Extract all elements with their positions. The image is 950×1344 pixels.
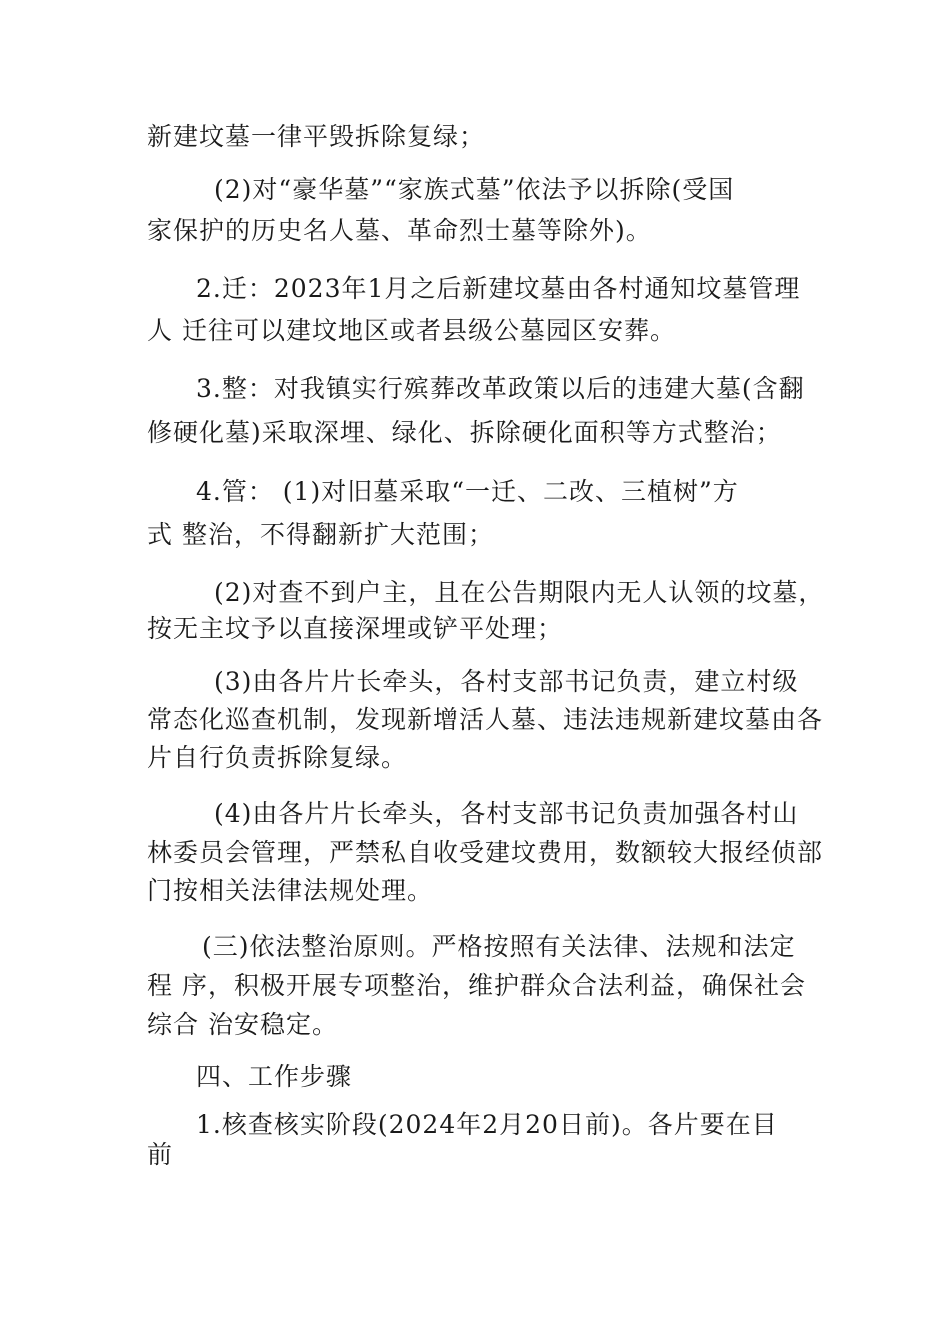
text-line: 2.迁：2023年1月之后新建坟墓由各村通知坟墓管理 <box>196 274 801 303</box>
text-line: 4.管： (1)对旧墓采取“一迁、二改、三植树”方 <box>196 477 739 506</box>
text-line: 林委员会管理，严禁私自收受建坟费用，数额较大报经侦部 <box>147 838 824 867</box>
text-line: 综合 治安稳定。 <box>147 1010 338 1039</box>
text-line: 按无主坟予以直接深埋或铲平处理； <box>147 614 564 643</box>
text-line: (2)对查不到户主，且在公告期限内无人认领的坟墓， <box>214 578 825 607</box>
text-line: 新建坟墓一律平毁拆除复绿； <box>147 122 486 151</box>
text-line: 门按相关法律法规处理。 <box>147 876 434 905</box>
text-line: 片自行负责拆除复绿。 <box>147 743 408 772</box>
text-line: 前 <box>147 1140 174 1169</box>
text-line: (3)由各片片长牵头，各村支部书记负责，建立村级 <box>214 667 799 696</box>
section-heading: 四、工作步骤 <box>196 1062 353 1091</box>
text-line: (4)由各片片长牵头，各村支部书记负责加强各村山 <box>214 799 799 828</box>
text-line: 程 序，积极开展专项整治，维护群众合法利益，确保社会 <box>147 971 806 1000</box>
text-line: (三)依法整治原则。严格按照有关法律、法规和法定 <box>202 932 796 961</box>
text-line: 式 整治，不得翻新扩大范围； <box>147 520 494 549</box>
text-line: (2)对“豪华墓”“家族式墓”依法予以拆除(受国 <box>214 175 735 204</box>
text-line: 家保护的历史名人墓、革命烈士墓等除外)。 <box>147 216 652 245</box>
text-line: 修硬化墓)采取深埋、绿化、拆除硬化面积等方式整治； <box>147 418 782 447</box>
text-line: 人 迁往可以建坟地区或者县级公墓园区安葬。 <box>147 316 676 345</box>
text-line: 3.整：对我镇实行殡葬改革政策以后的违建大墓(含翻 <box>196 374 805 403</box>
text-line: 1.核查核实阶段(2024年2月20日前)。各片要在目 <box>196 1110 778 1139</box>
text-line: 常态化巡查机制，发现新增活人墓、违法违规新建坟墓由各 <box>147 705 824 734</box>
